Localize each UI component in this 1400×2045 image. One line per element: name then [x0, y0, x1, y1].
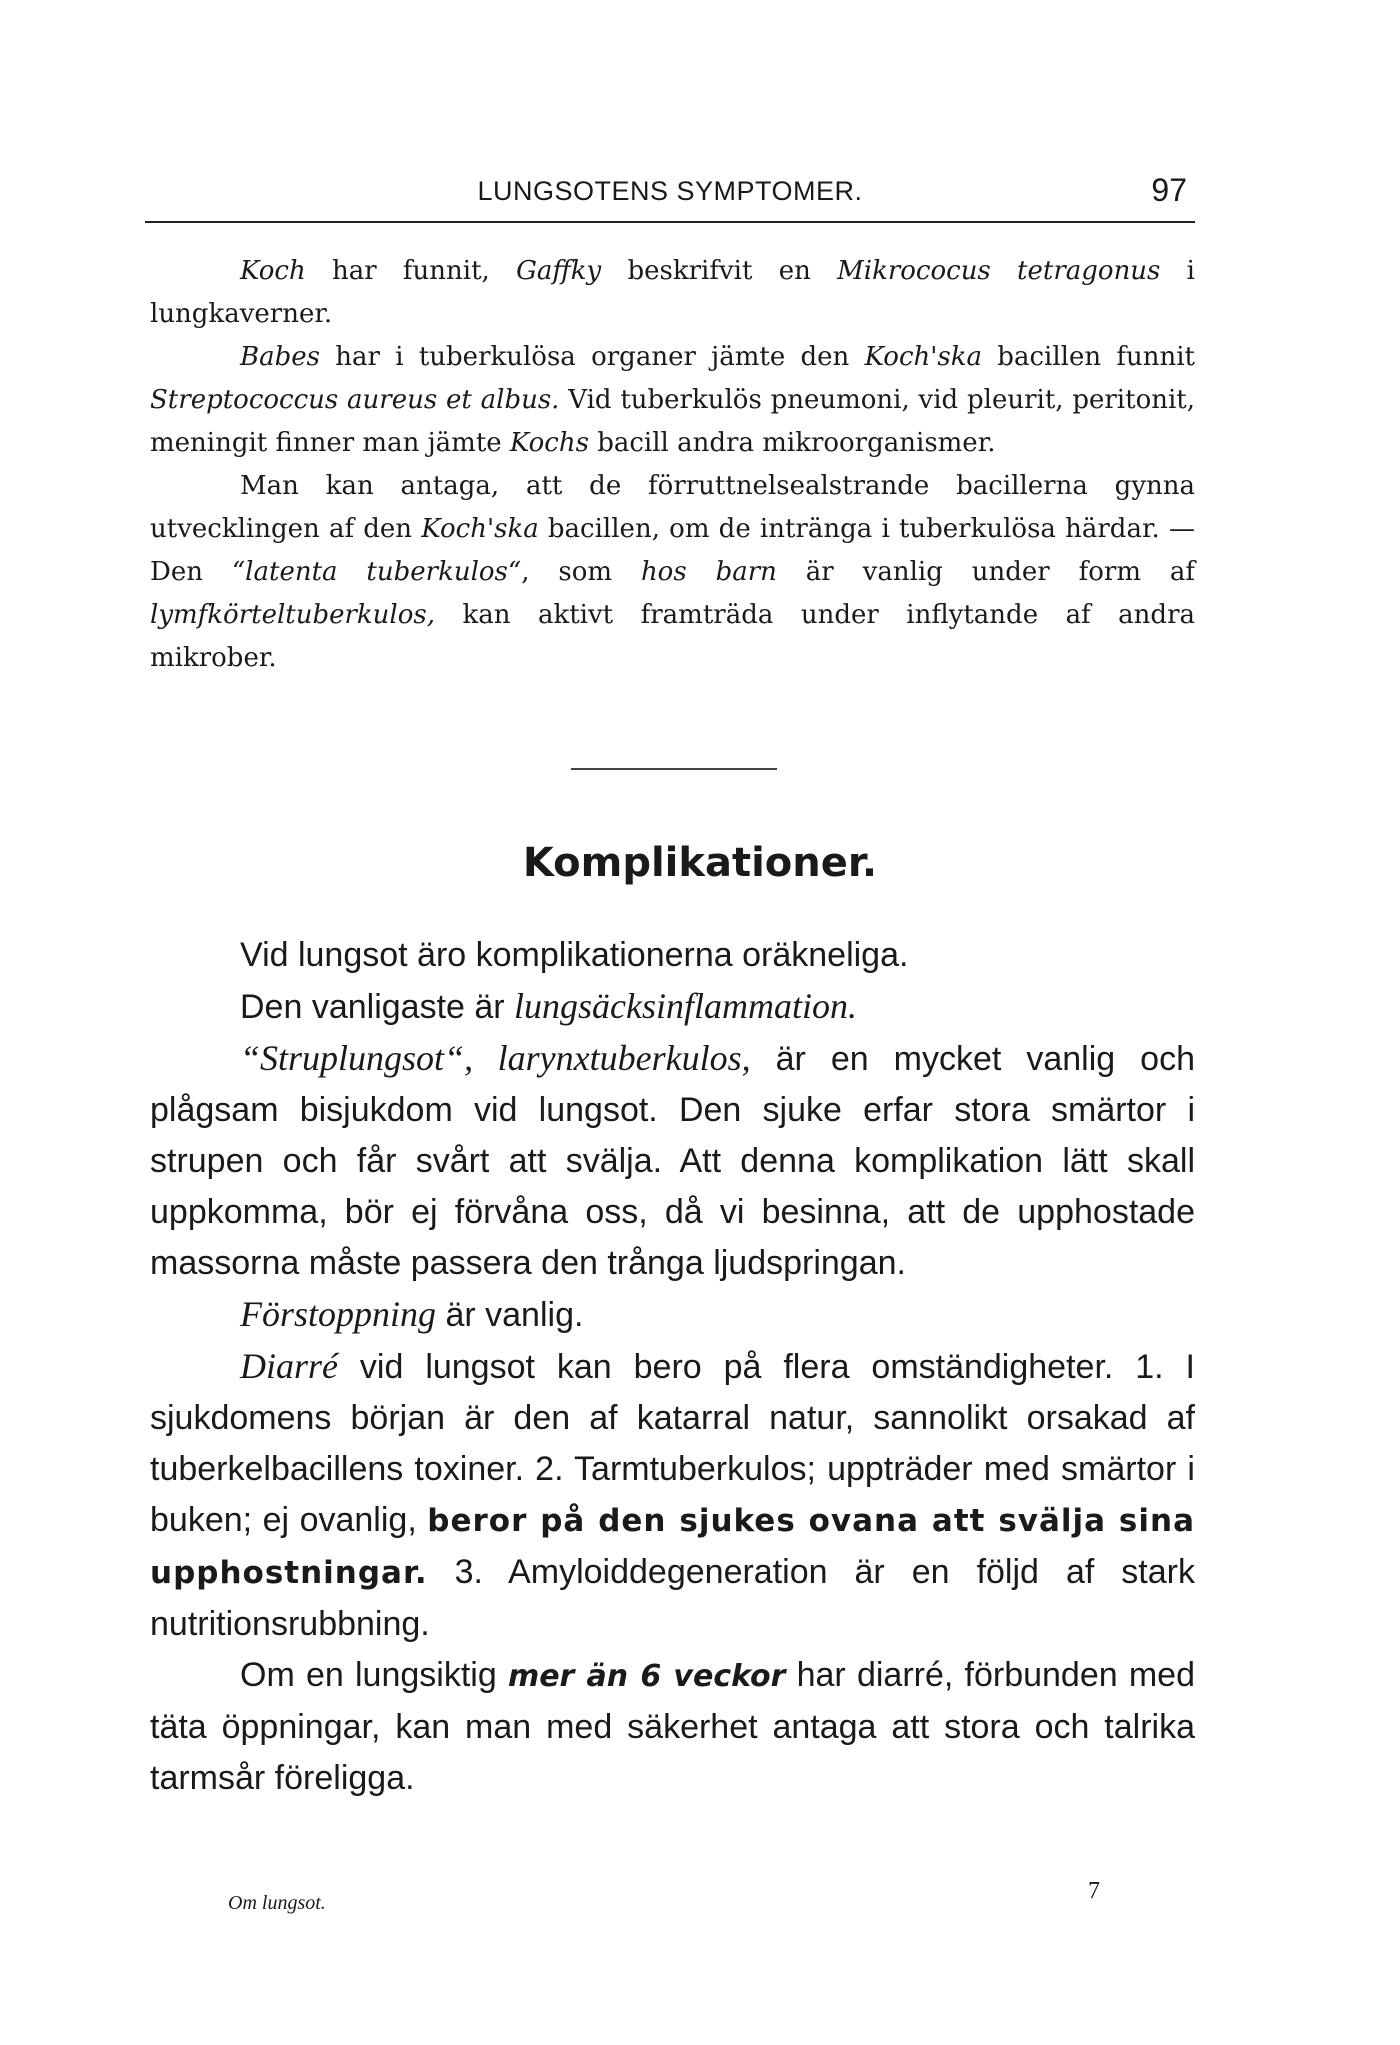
text-span: har i tuberkulösa organer jämte den	[319, 342, 865, 372]
text-span: kan aktivt framträda under inflytande af andra mikrober.	[150, 600, 1195, 673]
text-span: Den vanligaste är	[240, 988, 515, 1026]
intro-paragraph-3	[150, 465, 1195, 680]
text-span: Om en lungsiktig	[240, 1656, 508, 1694]
text-span: har diarré, förbunden med täta öppningar, kan man med säkerhet antaga att stora och talrika tarmsår föreligga.	[150, 1656, 1196, 1797]
author-name: Koch'ska	[421, 514, 539, 544]
header-rule	[145, 221, 1195, 223]
text-span: Vid tuberkulös pneumoni, vid pleurit, peritonit, meningit finner man jämte	[150, 385, 1195, 458]
text-span: beskrifvit en	[601, 256, 838, 286]
term: Förstoppning	[240, 1294, 437, 1334]
author-name: Koch	[240, 256, 306, 286]
body-paragraph-6	[150, 1650, 1195, 1804]
intro-paragraph-1	[150, 250, 1195, 336]
signature-mark: Om lungsot.	[228, 1892, 326, 1914]
text-span: Man kan antaga, att de förruttnelsealstrande bacillerna gynna utvecklingen af den	[150, 471, 1195, 544]
term: Diarré	[240, 1346, 338, 1386]
species-name: Streptococcus aureus et albus.	[150, 385, 560, 415]
author-name: Koch'ska	[864, 342, 983, 372]
text-span: har funnit,	[305, 256, 517, 286]
term: lymfkörteltuberkulos,	[150, 600, 435, 630]
section-heading: Komplikationer.	[522, 840, 878, 886]
term: “latenta tuberkulos“	[231, 557, 522, 587]
body-paragraph-5	[150, 1341, 1195, 1650]
author-name: Gaffky	[516, 256, 602, 286]
emphasis: beror på den sjukes ovana att svälja sina upphostningar.	[150, 1503, 1195, 1591]
running-title: LUNGSOTENS SYMPTOMER.	[477, 176, 863, 206]
sheet-number: 7	[1088, 1878, 1100, 1904]
term: hos barn	[640, 557, 777, 587]
emphasis: mer än 6 veckor	[507, 1659, 786, 1694]
running-header	[145, 172, 1195, 216]
term: “Struplungsot“, larynxtuberkulos,	[240, 1038, 751, 1078]
body-paragraph-1: Vid lungsot äro komplikationerna oräkneliga.	[240, 936, 909, 974]
text-span: är vanlig.	[436, 1296, 584, 1334]
section-divider	[571, 768, 777, 770]
text-span: bacillen funnit	[982, 342, 1195, 372]
species-name: Mikrococus tetragonus	[837, 256, 1161, 286]
text-span: bacillen, om de intränga i tuberkulösa härdar. — Den	[150, 514, 1195, 587]
section-body	[150, 930, 1195, 1804]
page-number: 97	[1151, 172, 1187, 208]
author-name: Kochs	[509, 428, 589, 458]
term: lungsäcksinflammation.	[514, 986, 858, 1026]
body-paragraph-3	[150, 1033, 1195, 1289]
text-span: är en mycket vanlig och plågsam bisjukdom vid lungsot. Den sjuke erfar stora smärtor i strupen och får svårt att svälja. Att denna komplikation lätt skall uppkomma, bör ej förvåna oss, då vi besinna, att de upphostade massorna måste passera den trånga ljudspringan.	[150, 1040, 1195, 1282]
text-span: vid lungsot kan bero på flera omständigheter. 1. I sjukdomens början är den af katarral natur, sannolikt orsakad af tuberkelbacillens toxiner. 2. Tarmtuberkulos; uppträder med smärtor i buken; ej ovanlig,	[150, 1348, 1195, 1539]
text-span: 3. Amyloiddegeneration är en följd af stark nutritionsrubbning.	[150, 1553, 1195, 1643]
text-span: i lungkaverner.	[150, 256, 1195, 329]
text-span: , som	[521, 557, 641, 587]
text-span: är vanlig under form af	[776, 557, 1195, 587]
text-span: bacill andra mikroorganismer.	[588, 428, 996, 458]
body-paragraph-2	[150, 981, 1195, 1033]
intro-paragraph-2	[150, 336, 1195, 465]
author-name: Babes	[240, 342, 320, 372]
body-paragraph-4	[150, 1289, 1195, 1341]
intro-text	[150, 250, 1195, 680]
